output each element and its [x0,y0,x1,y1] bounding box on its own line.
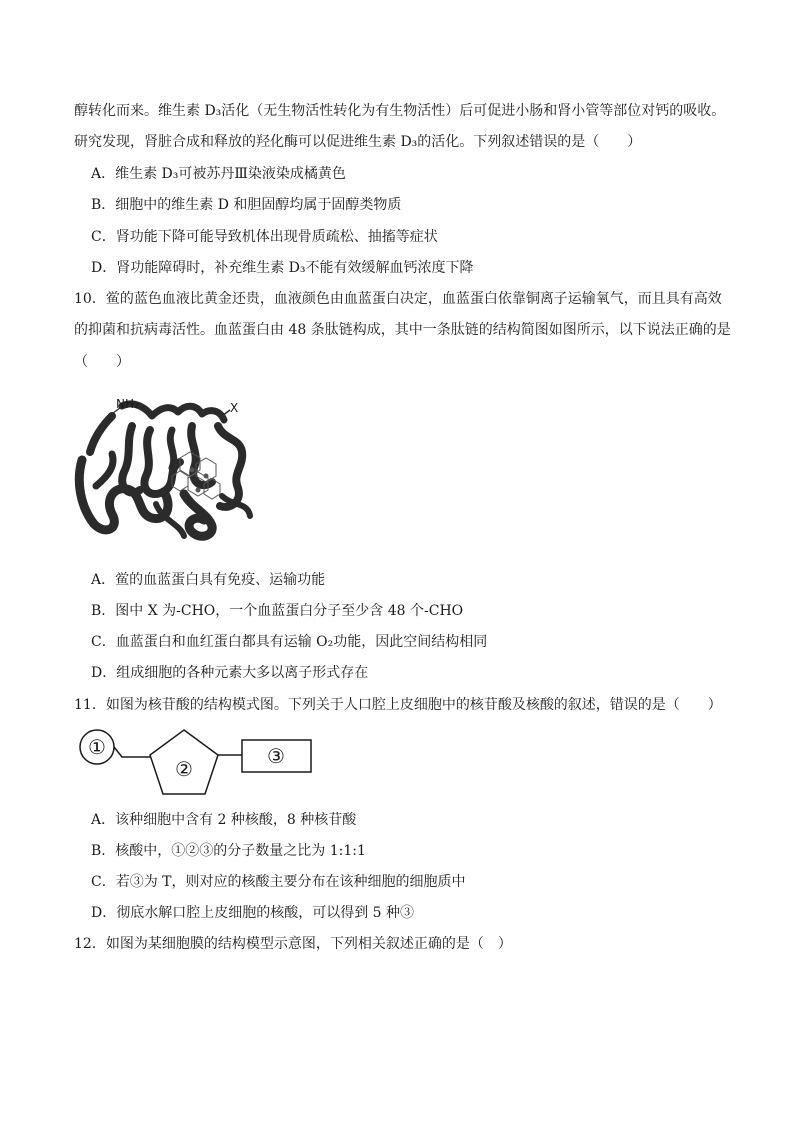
q9-stem-line2: 研究发现，肾脏合成和释放的羟化酶可以促进维生素 D₃的活化。下列叙述错误的是（ ） [74,134,642,150]
nh2-label: NH₂ [116,397,139,411]
q10-option-d: D．组成细胞的各种元素大多以离子形式存在 [91,665,369,681]
rect-label: ③ [267,744,285,768]
q11-option-b: B．核酸中，①②③的分子数量之比为 1:1:1 [91,843,366,859]
q10-stem-line2: 的抑菌和抗病毒活性。血蓝蛋白由 48 条肽链构成，其中一条肽链的结构简图如图所示，以下说法正确的是 [74,322,731,338]
q11-option-d: D．彻底水解口腔上皮细胞的核酸，可以得到 5 种③ [91,905,415,921]
q9-option-c: C．肾功能下降可能导致机体出现骨质疏松、抽搐等症状 [91,229,438,245]
bond-line-left [114,747,150,757]
q10-stem-line1: 10．鲎的蓝色血液比黄金还贵，血液颜色由血蓝蛋白决定，血蓝蛋白依靠铜离子运输氧气，而且具有高效 [74,291,722,307]
q9-option-d: D．肾功能障碍时，补充维生素 D₃不能有效缓解血钙浓度下降 [91,260,474,276]
x-label: X [230,401,239,415]
q10-stem-line3: （ ） [74,354,130,370]
peptide-ribbon [79,404,250,536]
q9-option-a: A．维生素 D₃可被苏丹Ⅲ染液染成橘黄色 [91,166,346,182]
q11-option-a: A．该种细胞中含有 2 种核酸，8 种核苷酸 [91,812,357,828]
circle-label: ① [88,735,106,759]
q9-option-b: B．细胞中的维生素 D 和胆固醇均属于固醇类物质 [91,197,402,213]
q12-stem: 12．如图为某细胞膜的结构模型示意图，下列相关叙述正确的是（ ） [74,936,512,952]
q10-option-b: B．图中 X 为-CHO，一个血蓝蛋白分子至少含 48 个-CHO [91,603,464,619]
nucleotide-structure-figure [76,728,316,798]
q10-option-c: C．血蓝蛋白和血红蛋白都具有运输 O₂功能，因此空间结构相同 [91,634,488,650]
q10-option-a: A．鲎的血蓝蛋白具有免疫、运输功能 [91,572,326,588]
pentagon-label: ② [175,757,193,781]
q9-stem-line1: 醇转化而来。维生素 D₃活化（无生物活性转化为有生物活性）后可促进小肠和肾小管等部位对钙的吸收。 [74,103,726,119]
q11-option-c: C．若③为 T，则对应的核酸主要分布在该种细胞的细胞质中 [91,874,466,890]
q11-stem: 11．如图为核苷酸的结构模式图。下列关于人口腔上皮细胞中的核苷酸及核酸的叙述，错误的是（ ） [74,697,722,713]
hemocyanin-peptide-figure [72,386,264,544]
